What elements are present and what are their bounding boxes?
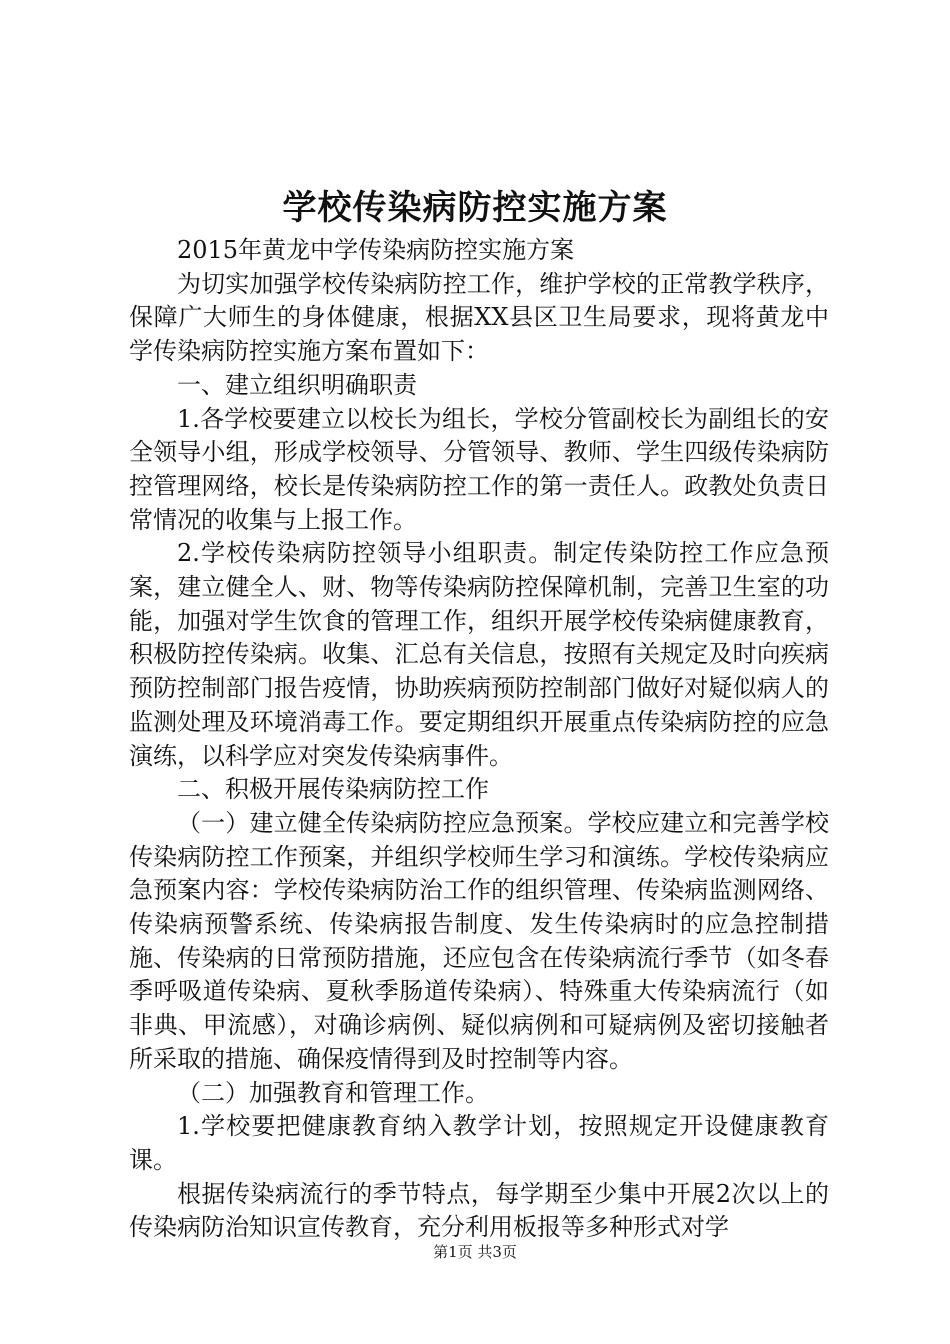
body-paragraph: 2.学校传染病防控领导小组职责。制定传染防控工作应急预案，建立健全人、财、物等传染病防控保障机制，完善卫生室的功能，加强对学生饮食的管理工作，组织开展学校传染病健康教育，积极防控传染病。收集、汇总有关信息，按照有关规定及时向疾病预防控制部门报告疫情，协助疾病预防控制部门做好对疑似病人的监测处理及环境消毒工作。要定期组织开展重点传染病防控的应急演练，以科学应对突发传染病事件。 [129,539,829,770]
document-body [129,234,829,1245]
section-heading-2: 二、积极开展传染病防控工作 [177,775,489,804]
body-paragraph: （一）建立健全传染病防控应急预案。学校应建立和完善学校传染病防控工作预案，并组织学校师生学习和演练。学校传染病应急预案内容：学校传染病防治工作的组织管理、传染病监测网络、传染病预警系统、传染病报告制度、发生传染病时的应急控制措施、传染病的日常预防措施，还应包含在传染病流行季节（如冬春季呼吸道传染病、夏秋季肠道传染病）、特殊重大传染病流行（如非典、甲流感），对确诊病例、疑似病例和可疑病例及密切接触者所采取的措施、确保疫情得到及时控制等内容。 [129,808,829,1073]
subtitle-paragraph: 2015年黄龙中学传染病防控实施方案 [177,236,575,264]
body-paragraph: 1.学校要把健康教育纳入教学计划，按照规定开设健康教育课。 [129,1112,829,1174]
subsection-heading: （二）加强教育和管理工作。 [177,1078,489,1107]
intro-paragraph: 为切实加强学校传染病防控工作，维护学校的正常教学秩序，保障广大师生的身体健康，根据XX县区卫生局要求，现将黄龙中学传染病防控实施方案布置如下： [129,269,829,366]
body-paragraph: 1.各学校要建立以校长为组长，学校分管副校长为副组长的安全领导小组，形成学校领导、分管领导、教师、学生四级传染病防控管理网络，校长是传染病防控工作的第一责任人。政教处负责日常情况的收集与上报工作。 [129,404,829,534]
section-heading-1: 一、建立组织明确职责 [177,370,417,399]
body-paragraph: 根据传染病流行的季节特点，每学期至少集中开展2次以上的传染病防治知识宣传教育，充分利用板报等多种形式对学 [129,1179,829,1242]
page-footer: 第1页 共3页 [433,1243,517,1261]
document-title: 学校传染病防控实施方案 [282,188,668,228]
